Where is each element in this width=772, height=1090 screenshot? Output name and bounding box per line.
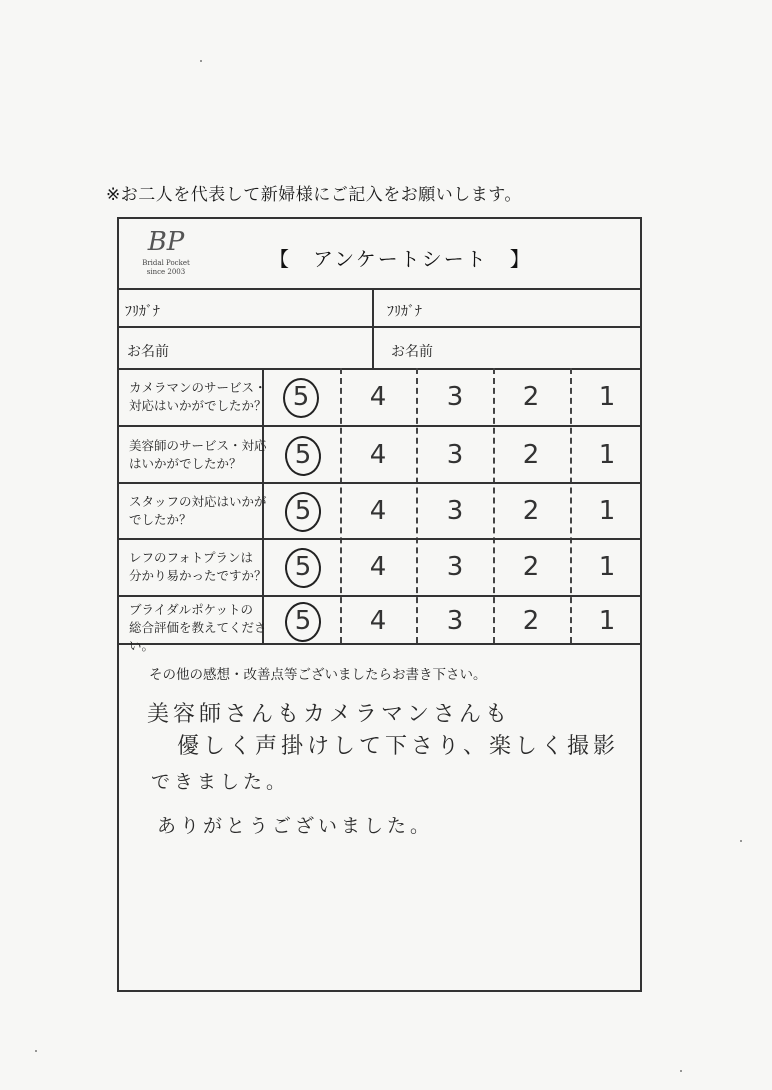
sheet-title: 【 アンケートシート 】 xyxy=(269,247,532,271)
selected-score-circle xyxy=(284,601,322,643)
score-option[interactable]: 5 xyxy=(294,552,312,582)
score-option[interactable]: 4 xyxy=(369,552,387,582)
divider xyxy=(119,326,640,328)
divider xyxy=(372,288,374,368)
divider xyxy=(119,425,640,427)
score-option[interactable]: 1 xyxy=(598,496,616,526)
divider xyxy=(119,538,640,540)
score-option[interactable]: 2 xyxy=(522,440,540,470)
comment-line-4: ありがとうございました。 xyxy=(157,816,434,837)
score-option[interactable]: 3 xyxy=(446,552,464,582)
question-1 xyxy=(129,379,279,415)
score-option[interactable]: 3 xyxy=(446,440,464,470)
instruction-text: ※お二人を代表して新婦様にご記入をお願いします。 xyxy=(106,185,522,205)
logo-mark: BP xyxy=(147,227,185,257)
score-option[interactable]: 2 xyxy=(522,382,540,412)
question-4-line1: レフのフォトプランは xyxy=(129,550,254,565)
dashed-divider xyxy=(416,368,418,643)
selected-score-circle xyxy=(283,378,319,418)
divider xyxy=(119,288,640,290)
score-option[interactable]: 3 xyxy=(446,496,464,526)
question-1-line1: カメラマンのサービス・ xyxy=(129,380,267,395)
score-option[interactable]: 4 xyxy=(369,440,387,470)
score-option[interactable]: 2 xyxy=(522,606,540,636)
dashed-divider xyxy=(570,368,572,643)
score-option[interactable]: 4 xyxy=(369,606,387,636)
logo-since: since 2003 xyxy=(146,268,186,276)
score-option[interactable]: 3 xyxy=(446,606,464,636)
furigana-label-right: ﾌﾘｶﾞﾅ xyxy=(387,304,422,320)
divider xyxy=(119,482,640,484)
furigana-label-left: ﾌﾘｶﾞﾅ xyxy=(125,304,160,320)
logo-name: Bridal Pocket xyxy=(142,259,190,267)
question-3 xyxy=(129,493,279,529)
score-option[interactable]: 3 xyxy=(446,382,464,412)
comment-line-2: 優しく声掛けして下さり、楽しく撮影 xyxy=(177,733,620,758)
scan-speck xyxy=(35,1050,37,1052)
score-option[interactable]: 4 xyxy=(369,382,387,412)
scan-speck xyxy=(740,840,742,842)
divider xyxy=(119,368,640,370)
score-option[interactable]: 1 xyxy=(598,606,616,636)
question-2 xyxy=(129,437,279,473)
question-2-line1: 美容師のサービス・対応 xyxy=(129,438,267,453)
question-5 xyxy=(129,601,279,655)
comment-line-3: できました。 xyxy=(151,772,290,793)
question-5-line1: ブライダルポケットの xyxy=(129,602,254,617)
dashed-divider xyxy=(340,368,342,643)
question-4 xyxy=(129,549,279,585)
score-option[interactable]: 1 xyxy=(598,382,616,412)
question-2-line2: はいかがでしたか？ xyxy=(129,456,242,471)
dashed-divider xyxy=(493,368,495,643)
question-4-line2: 分かり易かったですか？ xyxy=(129,568,267,583)
question-5-line2: 総合評価を教えてください。 xyxy=(129,620,267,653)
question-3-line1: スタッフの対応はいかが xyxy=(129,494,267,509)
brand-logo xyxy=(131,225,201,289)
question-1-line2: 対応はいかがでしたか？ xyxy=(129,398,267,413)
score-option[interactable]: 1 xyxy=(598,440,616,470)
score-option[interactable]: 5 xyxy=(294,496,312,526)
name-label-right: お名前 xyxy=(391,344,433,360)
score-option[interactable]: 5 xyxy=(292,382,310,412)
score-option[interactable]: 2 xyxy=(522,552,540,582)
scan-speck xyxy=(200,60,202,62)
divider xyxy=(119,595,640,597)
survey-sheet xyxy=(117,217,642,992)
score-option[interactable]: 1 xyxy=(598,552,616,582)
score-option[interactable]: 5 xyxy=(294,440,312,470)
score-option[interactable]: 5 xyxy=(294,606,312,636)
score-option[interactable]: 2 xyxy=(522,496,540,526)
question-3-line2: でしたか？ xyxy=(129,512,192,527)
score-option[interactable]: 4 xyxy=(369,496,387,526)
name-label-left: お名前 xyxy=(127,344,169,360)
comment-line-1: 美容師さんもカメラマンさんも xyxy=(147,701,512,726)
scan-speck xyxy=(680,1070,682,1072)
comments-prompt: その他の感想・改善点等ございましたらお書き下さい。 xyxy=(149,667,487,683)
